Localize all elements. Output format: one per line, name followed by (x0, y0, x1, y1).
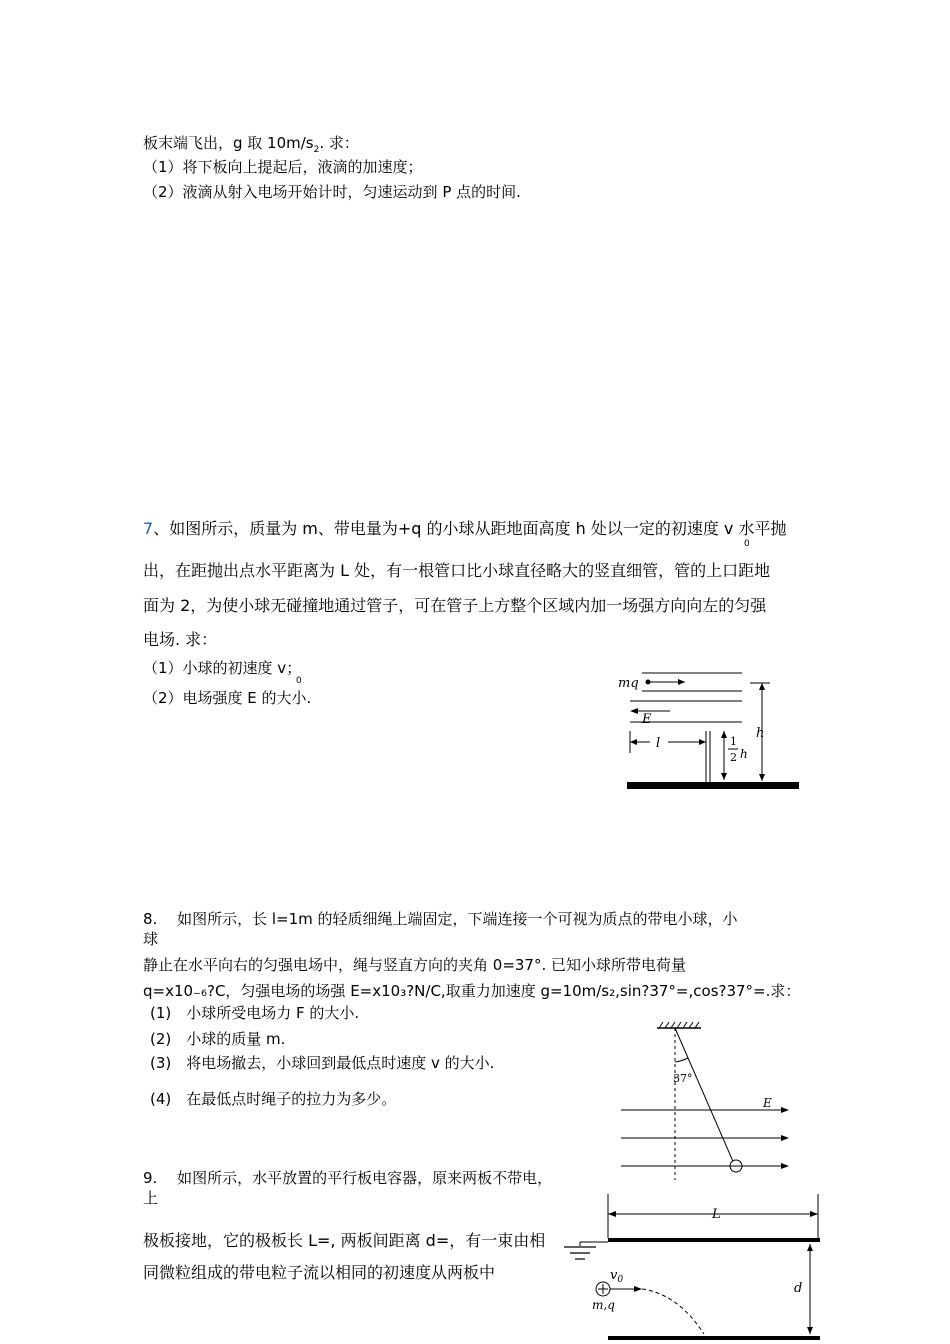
q7-line1-text: 、如图所示，质量为 m、带电量为+q 的小球从距地面高度 h 处以一定的初速度 v 水平抛 (153, 519, 787, 538)
half-denominator: 2 (730, 751, 737, 764)
upper-plate (608, 1238, 820, 1242)
q8-part3: (3) 将电场撤去，小球回到最低点时速度 v 的大小. (150, 1054, 495, 1072)
q7-line4: 电场. 求： (143, 630, 218, 649)
E-label: E (642, 712, 652, 727)
E-label: E (763, 1096, 772, 1110)
v0-label (610, 1268, 623, 1285)
q6-cont-text-b: . 求： (319, 134, 359, 152)
q7-number: 7 (143, 519, 154, 538)
v0-v: v (610, 1268, 618, 1283)
q8-figure (615, 1020, 795, 1180)
q8-line2: 静止在水平向右的匀强电场中，绳与竖直方向的夹角 0=37°. 已知小球所带电荷量 (143, 956, 687, 974)
v0-sub: 0 (617, 1275, 624, 1285)
h-small-label: h (740, 747, 748, 761)
q8-part4: (4) 在最低点时绳子的拉力为多少。 (150, 1090, 397, 1108)
angle-label: 37° (673, 1072, 693, 1085)
q8-part1: (1) 小球所受电场力 F 的大小. (150, 1004, 360, 1022)
q8-line3: q=x10₋₆?C，匀强电场的场强 E=x10₃?N/C,取重力加速度 g=10m/s₂,sin?37°=,cos?37°=.求： (143, 982, 801, 1000)
q9-line1b: 上 (143, 1189, 159, 1207)
q8-line1: 8. 如图所示，长 l=1m 的轻质细绳上端固定，下端连接一个可视为质点的带电小球，小 (143, 910, 738, 928)
q6-cont-sub: 2 (313, 145, 320, 155)
L-label: L (712, 1207, 721, 1222)
q8-line1b: 球 (143, 930, 159, 948)
q6-part2: （2）液滴从射入电场开始计时，匀速运动到 P 点的时间. (143, 183, 521, 201)
q7-part1: （1）小球的初速度 v； (143, 659, 302, 677)
lower-plate (608, 1336, 820, 1340)
q6-continuation (143, 133, 359, 156)
q7-line1 (143, 519, 786, 539)
ground (627, 782, 799, 789)
q6-cont-text: 板末端飞出，g 取 10m/s (143, 134, 314, 152)
q7-figure (610, 665, 810, 795)
q6-part1: （1）将下板向上提起后，液滴的加速度； (143, 158, 423, 176)
mq-label: mq (618, 676, 639, 691)
q8-part2: (2) 小球的质量 m. (150, 1030, 286, 1048)
h-label: h (756, 726, 765, 741)
mq-label: m,q (592, 1298, 615, 1312)
q7-part2: （2）电场强度 E 的大小. (143, 689, 312, 707)
l-label: l (656, 736, 661, 751)
q7-line3: 面为 2，为使小球无碰撞地通过管子，可在管子上方整个区域内加一场强方向向左的匀强 (143, 596, 767, 615)
q7-v0-subscript: 0 (744, 539, 750, 549)
trajectory (642, 1289, 704, 1334)
d-label: d (794, 1281, 803, 1296)
q9-figure (558, 1190, 828, 1344)
q9-line2: 极板接地，它的极板长 L=, 两板间距离 d=，有一束由相 (143, 1231, 546, 1250)
string (675, 1028, 735, 1166)
q7-line2: 出，在距抛出点水平距离为 L 处，有一根管口比小球直径略大的竖直细管，管的上口距地 (143, 561, 771, 580)
ball-dot (646, 680, 651, 685)
q7-p1-subscript: 0 (296, 676, 302, 686)
q9-line1: 9. 如图所示，水平放置的平行板电容器，原来两板不带电， (143, 1169, 553, 1187)
half-numerator: 1 (730, 735, 737, 748)
q9-line3: 同微粒组成的带电粒子流以相同的初速度从两板中 (143, 1263, 496, 1282)
